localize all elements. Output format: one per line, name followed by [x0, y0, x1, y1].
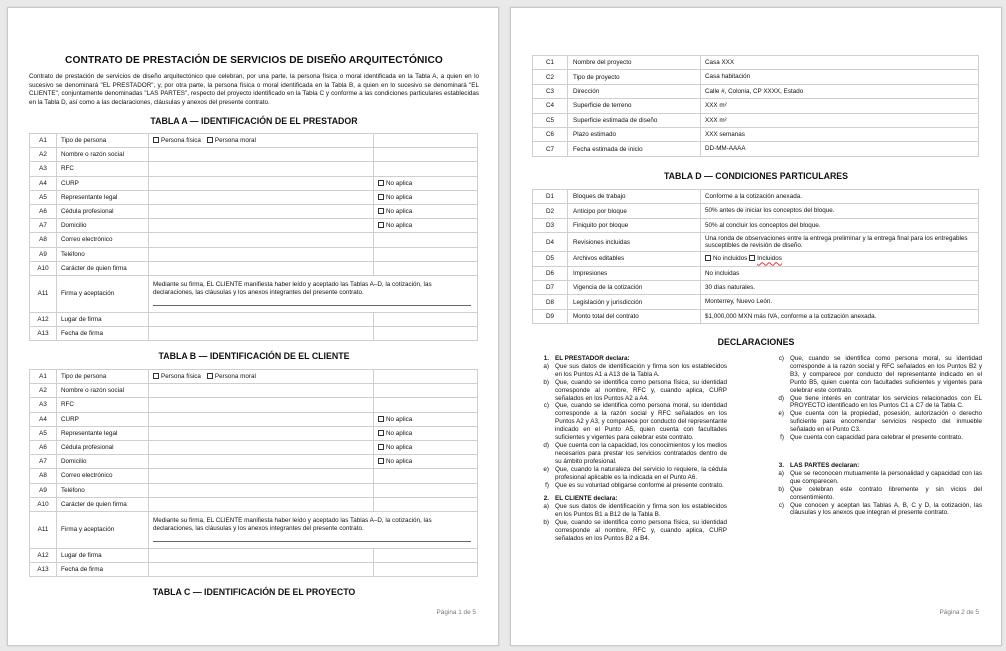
table-row: [30, 426, 478, 440]
signature-cell[interactable]: [149, 511, 478, 548]
row-number: C5: [533, 113, 568, 127]
table-row: [30, 412, 478, 426]
declaration-number: 3.: [778, 461, 784, 469]
declaration-heading: [535, 495, 727, 503]
declaration-head-text: EL PRESTADOR declara:: [555, 355, 630, 362]
row-label: Teléfono: [57, 483, 149, 497]
declaration-text: Que cuenta con capacidad para celebrar el presente contrato.: [790, 434, 963, 442]
row-label: Carácter de quien firma: [57, 261, 149, 275]
table-row: [533, 233, 979, 252]
row-label: Nombre del proyecto: [568, 56, 701, 70]
row-label: Representante legal: [57, 426, 149, 440]
row-label: Nombre o razón social: [57, 148, 149, 162]
row-number: A11: [30, 275, 57, 312]
row-value[interactable]: XXX semanas: [701, 127, 979, 141]
option-label: No aplica: [386, 444, 413, 452]
no-aplica-cell: [374, 426, 478, 440]
row-number: A13: [30, 563, 57, 577]
list-item: f) Que cuenta con capacidad para celebrar el presente contrato.: [770, 434, 982, 442]
row-label: Carácter de quien firma: [57, 497, 149, 511]
input-cell[interactable]: [149, 563, 374, 577]
checkbox-no-aplica[interactable]: [378, 180, 384, 186]
row-number: A6: [30, 204, 57, 218]
row-number: A2: [30, 148, 57, 162]
list-item: c) Que conocen y aceptan las Tablas A, B, C y D, la cotización, las cláusulas y los anexos que integran el presente contrato.: [778, 501, 982, 517]
row-number: A4: [30, 412, 57, 426]
checkbox-no-aplica[interactable]: [378, 416, 384, 422]
row-number: A3: [30, 398, 57, 412]
row-number: A2: [30, 384, 57, 398]
row-number: D1: [533, 190, 568, 204]
list-item: a) Que sus datos de identificación y firma son los establecidos en los Puntos A1 a A13 de la Tabla A.: [543, 362, 727, 378]
row-number: D4: [533, 233, 568, 252]
declaration-text: Que se reconocen mutuamente la personalidad y capacidad con las que comparecen.: [790, 469, 982, 485]
row-number: A10: [30, 497, 57, 511]
extra-cell: [374, 327, 478, 341]
table-d: [532, 189, 979, 324]
declarations-right-column: [770, 355, 982, 517]
table-row: [30, 162, 478, 176]
row-label: Finiquito por bloque: [568, 218, 701, 232]
extra-cell: [374, 233, 478, 247]
row-number: A12: [30, 312, 57, 326]
row-number: D2: [533, 204, 568, 218]
declaration-text: Que sus datos de identificación y firma son los establecidos en los Puntos A1 a A13 de la Tabla A.: [555, 362, 727, 378]
table-row: [30, 455, 478, 469]
input-cell[interactable]: [149, 548, 374, 562]
input-cell[interactable]: [149, 219, 374, 233]
table-row: [30, 204, 478, 218]
checkbox-moral[interactable]: [207, 137, 213, 143]
input-cell[interactable]: [149, 204, 374, 218]
option-label: Persona moral: [214, 137, 256, 145]
checkbox-no-aplica[interactable]: [378, 222, 384, 228]
signature-line: [153, 305, 471, 306]
table-row: [30, 497, 478, 511]
list-item: c) Que, cuando se identifica como persona moral, su identidad corresponde a la razón social y RFC señalados en los Puntos A2 y A3, y comparece por conducto del representante indicado en el Punto A5, quien cuenta con facultades suficientes y vigentes para celebrar este contrato.: [543, 402, 727, 442]
option-label: Persona física: [161, 373, 201, 381]
checkbox-no-aplica[interactable]: [378, 458, 384, 464]
declaration-number: 2.: [543, 495, 549, 503]
extra-cell: [374, 548, 478, 562]
table-row: [30, 261, 478, 275]
row-number: A6: [30, 440, 57, 454]
option-label: No aplica: [386, 458, 413, 466]
checkbox-no-aplica[interactable]: [378, 430, 384, 436]
table-row: [30, 134, 478, 148]
row-label: Impresiones: [568, 266, 701, 280]
declaration-head-text: EL CLIENTE declara:: [555, 495, 618, 503]
extra-cell: [374, 398, 478, 412]
row-label: Superficie de terreno: [568, 99, 701, 113]
row-number: A9: [30, 247, 57, 261]
row-label: Firma y aceptación: [57, 275, 149, 312]
option-label: No aplica: [386, 208, 413, 216]
no-aplica-cell: [374, 190, 478, 204]
list-item: d) Que tiene interés en contratar los servicios relacionados con EL PROYECTO identificado en los Puntos C1 a C7 de la Tabla C.: [778, 394, 982, 410]
row-label: Vigencia de la cotización: [568, 280, 701, 294]
table-row: [30, 440, 478, 454]
checkbox-fisica[interactable]: [153, 373, 159, 379]
signature-text: Mediante su firma, EL CLIENTE manifiesta haber leído y aceptado las Tablas A–D, la cotización, las declaraciones, las cláusulas y los anexos integrantes del presente contrato.: [153, 517, 432, 532]
row-number: C6: [533, 127, 568, 141]
input-cell[interactable]: [149, 469, 374, 483]
row-label: Cédula profesional: [57, 440, 149, 454]
declaration-heading: [770, 462, 982, 470]
table-row: [30, 148, 478, 162]
row-value[interactable]: $1,000,000 MXN más IVA, conforme a la cotización anexada.: [701, 309, 979, 323]
table-row: [533, 295, 979, 309]
row-number: A4: [30, 176, 57, 190]
page-2: [510, 7, 1002, 646]
declaration-text: Que cuenta con la capacidad, los conocimientos y los medios necesarios para prestar los servicios contratados dentro de su ámbito profesional.: [555, 441, 727, 465]
row-label: Correo electrónico: [57, 469, 149, 483]
checkbox-no-incluidos[interactable]: [705, 255, 711, 261]
extra-cell: [374, 134, 478, 148]
table-c: [532, 55, 979, 157]
row-number: A8: [30, 469, 57, 483]
table-row: [30, 370, 478, 384]
table-row: [533, 204, 979, 218]
page-1: [7, 7, 499, 646]
row-value[interactable]: 50% antes de iniciar los conceptos del bloque.: [701, 204, 979, 218]
no-aplica-cell: [374, 440, 478, 454]
no-aplica-cell: [374, 455, 478, 469]
table-row: [533, 280, 979, 294]
row-label: Firma y aceptación: [57, 511, 149, 548]
declaration-head-text: LAS PARTES declaran:: [790, 461, 860, 469]
person-type-cell: [149, 134, 374, 148]
extra-cell: [374, 162, 478, 176]
row-number: A11: [30, 511, 57, 548]
row-label: Cédula profesional: [57, 204, 149, 218]
declaration-text: Que cuenta con la propiedad, posesión, autorización o derecho suficiente para encomendar servicios respecto del inmueble señalado en el Punto C3.: [790, 410, 982, 434]
table-row: [533, 142, 979, 156]
extra-cell: [374, 312, 478, 326]
table-row: [533, 70, 979, 84]
option-label: No aplica: [386, 429, 413, 437]
row-number: A9: [30, 483, 57, 497]
row-label: Dirección: [568, 84, 701, 98]
table-c-title: TABLA C — IDENTIFICACIÓN DE EL PROYECTO: [152, 587, 356, 597]
input-cell[interactable]: [149, 384, 374, 398]
declaration-text: Que conocen y aceptan las Tablas A, B, C y D, la cotización, las cláusulas y los anexos que integran el presente contrato.: [790, 501, 982, 517]
extra-cell: [374, 370, 478, 384]
row-number: A12: [30, 548, 57, 562]
row-label: Fecha de firma: [57, 563, 149, 577]
input-cell[interactable]: [149, 176, 374, 190]
table-row: [30, 190, 478, 204]
table-row: [30, 548, 478, 562]
row-number: A5: [30, 426, 57, 440]
list-item: c) Que, cuando se identifica como persona moral, su identidad corresponde a la razón social y RFC señalados en los Puntos B2 y B3, y comparece por conducto del representante indicado en el Punto B5, quien cuenta con facultades suficientes y vigentes para celebrar este contrato.: [778, 355, 982, 394]
row-value[interactable]: Conforme a la cotización anexada.: [701, 190, 979, 204]
input-cell[interactable]: [149, 426, 374, 440]
input-cell[interactable]: [149, 233, 374, 247]
table-row: [533, 113, 979, 127]
declaration-heading: [535, 355, 727, 363]
row-number: D8: [533, 295, 568, 309]
input-cell[interactable]: [149, 312, 374, 326]
table-row: [533, 252, 979, 266]
input-cell[interactable]: [149, 497, 374, 511]
row-number: D6: [533, 266, 568, 280]
row-label: Fecha estimada de inicio: [568, 142, 701, 156]
option-label: No aplica: [386, 415, 413, 423]
row-number: A7: [30, 219, 57, 233]
declarations-left-column: [535, 355, 727, 543]
row-number: A5: [30, 190, 57, 204]
extra-cell: [374, 148, 478, 162]
signature-cell[interactable]: [149, 275, 478, 312]
list-item: d) Que cuenta con la capacidad, los conocimientos y los medios necesarios para prestar los servicios contratados dentro de su ámbito profesional.: [543, 441, 727, 465]
option-label: No incluidos: [713, 255, 748, 263]
input-cell[interactable]: [149, 327, 374, 341]
table-d-title: TABLA D — CONDICIONES PARTICULARES: [663, 171, 849, 181]
row-value[interactable]: DD-MM-AAAA: [701, 142, 979, 156]
declaration-text: Que sus datos de identificación y firma son los establecidos en los Puntos B1 a B12 de la Tabla B.: [555, 503, 727, 519]
row-label: Lugar de firma: [57, 548, 149, 562]
checkbox-no-aplica[interactable]: [378, 208, 384, 214]
row-value[interactable]: XXX m²: [701, 99, 979, 113]
checkbox-fisica[interactable]: [153, 137, 159, 143]
table-row: [30, 247, 478, 261]
list-item: f) Que es su voluntad obligarse conforme al presente contrato.: [535, 482, 727, 490]
checkbox-no-aplica[interactable]: [378, 194, 384, 200]
row-value[interactable]: 50% al concluir los conceptos del bloque.: [701, 218, 979, 232]
input-cell[interactable]: [149, 247, 374, 261]
row-number: D7: [533, 280, 568, 294]
list-item: b) Que celebran este contrato libremente y sin vicios del consentimiento.: [778, 485, 982, 501]
table-row: [30, 398, 478, 412]
table-row: [30, 483, 478, 497]
row-label: RFC: [57, 398, 149, 412]
person-type-cell: [149, 370, 374, 384]
row-number: A7: [30, 455, 57, 469]
row-number: A10: [30, 261, 57, 275]
option-label: Incluidos: [757, 255, 782, 263]
list-item: a) Que sus datos de identificación y firma son los establecidos en los Puntos B1 a B12 de la Tabla B.: [543, 503, 727, 519]
input-cell[interactable]: [149, 261, 374, 275]
checkbox-no-aplica[interactable]: [378, 444, 384, 450]
row-number: C2: [533, 70, 568, 84]
input-cell[interactable]: [149, 483, 374, 497]
page-footer: Página 2 de 5: [939, 609, 979, 616]
row-label: Anticipo por bloque: [568, 204, 701, 218]
option-label: Persona física: [161, 137, 201, 145]
row-label: Archivos editables: [568, 252, 701, 266]
extra-cell: [374, 384, 478, 398]
row-label: CURP: [57, 176, 149, 190]
table-b: [29, 369, 478, 577]
declaration-text: Que, cuando la naturaleza del servicio lo requiere, la cédula profesional aplicable es la indicada en el Punto A6.: [555, 465, 727, 481]
table-row: [533, 190, 979, 204]
signature-text: Mediante su firma, EL CLIENTE manifiesta haber leído y aceptado las Tablas A–D, la cotización, las declaraciones, las cláusulas y los anexos integrantes del presente contrato.: [153, 281, 432, 296]
row-label: Correo electrónico: [57, 233, 149, 247]
row-value[interactable]: Calle #, Colonia, CP XXXX, Estado: [701, 84, 979, 98]
row-label: Plazo estimado: [568, 127, 701, 141]
page-footer: Página 1 de 5: [436, 609, 476, 616]
declaration-text: Que, cuando se identifica como persona moral, su identidad corresponde a la razón social y RFC señalados en los Puntos A2 y A3, y comparece por conducto del representante indicado en el Punto A5, quien cuenta con facultades suficientes y vigentes para celebrar este contrato.: [555, 402, 727, 442]
extra-cell: [374, 469, 478, 483]
declaration-text: Que, cuando se identifica como persona moral, su identidad corresponde a la razón social y RFC señalados en los Puntos B2 y B3, y comparece por conducto del representante indicado en el Punto B5, quien cuenta con facultades suficientes y vigentes para celebrar este contrato.: [790, 355, 982, 394]
row-label: Bloques de trabajo: [568, 190, 701, 204]
checkbox-incluidos[interactable]: [749, 255, 755, 261]
row-number: C1: [533, 56, 568, 70]
row-number: D5: [533, 252, 568, 266]
table-row: [533, 56, 979, 70]
input-cell[interactable]: [149, 455, 374, 469]
row-value[interactable]: 30 días naturales.: [701, 280, 979, 294]
extra-cell: [374, 483, 478, 497]
no-aplica-cell: [374, 204, 478, 218]
option-label: Persona moral: [214, 373, 256, 381]
row-label: Tipo de persona: [57, 134, 149, 148]
table-row: [533, 309, 979, 323]
declaration-text: Que, cuando se identifica como persona física, su identidad corresponde al nombre, RFC y, cuando aplica, CURP señalados en los Puntos A2 a A4.: [555, 378, 727, 402]
declarations-title: DECLARACIONES: [717, 337, 795, 347]
input-cell[interactable]: [149, 148, 374, 162]
extra-cell: [374, 563, 478, 577]
table-row: [30, 384, 478, 398]
row-label: Fecha de firma: [57, 327, 149, 341]
row-value[interactable]: No incluidas: [701, 266, 979, 280]
table-row: [533, 266, 979, 280]
no-aplica-cell: [374, 219, 478, 233]
option-label: No aplica: [386, 179, 413, 187]
row-number: A13: [30, 327, 57, 341]
row-label: Teléfono: [57, 247, 149, 261]
declaration-text: Que, cuando se identifica como persona física, su identidad corresponde al nombre, RFC y, cuando aplica, CURP señalados en los Puntos B2 a B4.: [555, 519, 727, 542]
option-label: No aplica: [386, 193, 413, 201]
table-row: [30, 312, 478, 326]
input-cell[interactable]: [149, 440, 374, 454]
row-number: C4: [533, 99, 568, 113]
table-row: [30, 563, 478, 577]
row-label: Domicilio: [57, 219, 149, 233]
row-value[interactable]: Casa habitación: [701, 70, 979, 84]
list-item: e) Que, cuando la naturaleza del servicio lo requiere, la cédula profesional aplicable es la indicada en el Punto A6.: [543, 465, 727, 481]
row-label: Representante legal: [57, 190, 149, 204]
list-item: e) Que cuenta con la propiedad, posesión, autorización o derecho suficiente para encomendar servicios respecto del inmueble señalado en el Punto C3.: [778, 410, 982, 434]
table-row: [30, 469, 478, 483]
table-row: [30, 511, 478, 548]
row-value: [701, 252, 979, 266]
table-row: [30, 233, 478, 247]
table-a: [29, 133, 478, 341]
table-a-title: TABLA A — IDENTIFICACIÓN DE EL PRESTADOR: [150, 116, 358, 126]
row-number: D9: [533, 309, 568, 323]
table-row: [30, 275, 478, 312]
declaration-text: Que es su voluntad obligarse conforme al presente contrato.: [555, 481, 724, 489]
list-item: b) Que, cuando se identifica como persona física, su identidad corresponde al nombre, RFC y, cuando aplica, CURP señalados en los Puntos A2 a A4.: [543, 378, 727, 402]
row-value[interactable]: Monterrey, Nuevo León.: [701, 295, 979, 309]
row-value[interactable]: Una ronda de observaciones entre la entrega preliminar y la entrega final para los entregables susceptibles de revisión de diseño.: [701, 233, 979, 252]
signature-line: [153, 541, 471, 542]
row-label: CURP: [57, 412, 149, 426]
row-value[interactable]: Casa XXX: [701, 56, 979, 70]
row-number: C3: [533, 84, 568, 98]
list-item: b) Que, cuando se identifica como persona física, su identidad corresponde al nombre, RFC y, cuando aplica, CURP señalados en los Puntos B2 a B4.: [543, 519, 727, 542]
row-label: Tipo de proyecto: [568, 70, 701, 84]
row-value[interactable]: XXX m²: [701, 113, 979, 127]
input-cell[interactable]: [149, 398, 374, 412]
no-aplica-cell: [374, 412, 478, 426]
row-label: Domicilio: [57, 455, 149, 469]
table-row: [533, 84, 979, 98]
extra-cell: [374, 261, 478, 275]
table-row: [533, 218, 979, 232]
no-aplica-cell: [374, 176, 478, 190]
declaration-text: Que tiene interés en contratar los servicios relacionados con EL PROYECTO identificado en los Puntos C1 a C7 de la Tabla C.: [790, 394, 982, 410]
option-label: No aplica: [386, 222, 413, 230]
row-label: Lugar de firma: [57, 312, 149, 326]
row-number: A3: [30, 162, 57, 176]
table-row: [30, 176, 478, 190]
row-number: D3: [533, 218, 568, 232]
extra-cell: [374, 497, 478, 511]
extra-cell: [374, 247, 478, 261]
checkbox-moral[interactable]: [207, 373, 213, 379]
document-title: CONTRATO DE PRESTACIÓN DE SERVICIOS DE DISEÑO ARQUITECTÓNICO: [65, 55, 443, 66]
row-label: Nombre o razón social: [57, 384, 149, 398]
row-label: Superficie estimada de diseño: [568, 113, 701, 127]
table-row: [533, 99, 979, 113]
row-label: RFC: [57, 162, 149, 176]
table-row: [30, 327, 478, 341]
row-label: Tipo de persona: [57, 370, 149, 384]
declaration-number: 1.: [543, 355, 549, 362]
input-cell[interactable]: [149, 412, 374, 426]
row-label: Revisiones incluidas: [568, 233, 701, 252]
input-cell[interactable]: [149, 162, 374, 176]
row-label: Legislación y jurisdicción: [568, 295, 701, 309]
declaration-text: Que celebran este contrato libremente y sin vicios del consentimiento.: [790, 485, 982, 501]
input-cell[interactable]: [149, 190, 374, 204]
row-label: Monto total del contrato: [568, 309, 701, 323]
table-b-title: TABLA B — IDENTIFICACIÓN DE EL CLIENTE: [158, 351, 350, 361]
table-row: [533, 127, 979, 141]
list-item: a) Que se reconocen mutuamente la personalidad y capacidad con las que comparecen.: [778, 469, 982, 485]
row-number: A1: [30, 134, 57, 148]
intro-paragraph: Contrato de prestación de servicios de diseño arquitectónico que celebran, por una parte, la persona física o moral identificada en la Tabla A, a quien en lo sucesivo se denominará "EL PRESTADOR", y, por otra parte, la persona física o moral identificada en la Tabla B, a quien en lo sucesivo se denominará "EL CLIENTE", conjuntamente denominadas "LAS PARTES", respecto del proyecto identificado en la Tabla C y conforme a las condiciones particulares establecidas en la Tabla D, así como a las declaraciones, cláusulas y anexos del presente contrato.: [29, 73, 479, 106]
row-number: A1: [30, 370, 57, 384]
row-number: A8: [30, 233, 57, 247]
row-number: C7: [533, 142, 568, 156]
table-row: [30, 219, 478, 233]
